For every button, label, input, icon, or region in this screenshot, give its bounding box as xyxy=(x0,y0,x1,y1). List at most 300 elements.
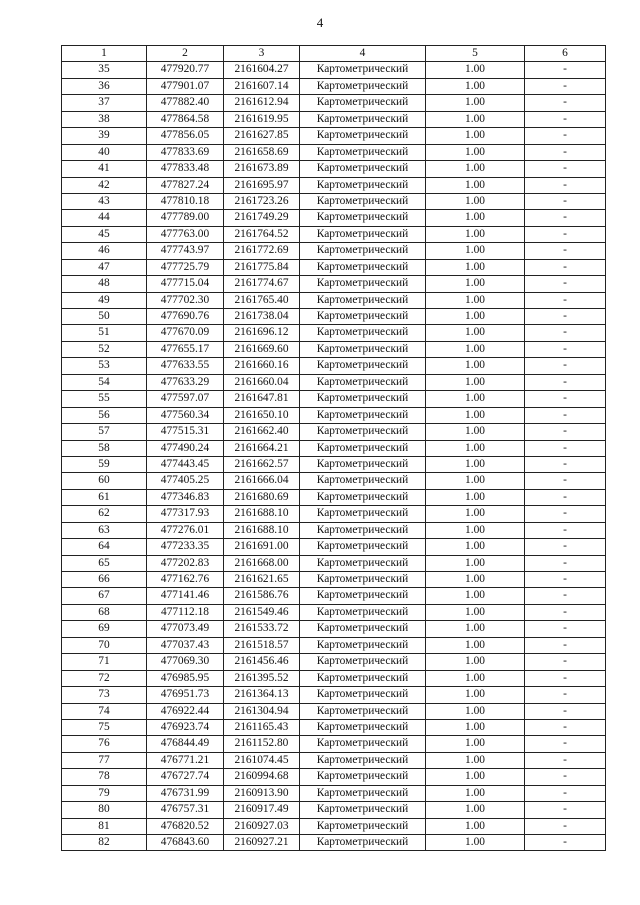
y-coordinate-cell: 2160917.49 xyxy=(224,802,300,818)
x-coordinate-cell: 477833.69 xyxy=(147,144,224,160)
point-number-cell: 71 xyxy=(62,654,147,670)
y-coordinate-cell: 2161658.69 xyxy=(224,144,300,160)
point-number-cell: 40 xyxy=(62,144,147,160)
note-cell: - xyxy=(525,687,606,703)
point-number-cell: 46 xyxy=(62,243,147,259)
table-row xyxy=(62,654,606,670)
accuracy-cell: 1.00 xyxy=(426,111,525,127)
y-coordinate-cell: 2161695.97 xyxy=(224,177,300,193)
method-cell: Картометрический xyxy=(300,572,426,588)
note-cell: - xyxy=(525,341,606,357)
x-coordinate-cell: 476757.31 xyxy=(147,802,224,818)
y-coordinate-cell: 2161749.29 xyxy=(224,210,300,226)
accuracy-cell: 1.00 xyxy=(426,374,525,390)
y-coordinate-cell: 2160994.68 xyxy=(224,769,300,785)
method-cell: Картометрический xyxy=(300,407,426,423)
table-row xyxy=(62,407,606,423)
y-coordinate-cell: 2161696.12 xyxy=(224,325,300,341)
point-number-cell: 41 xyxy=(62,161,147,177)
table-row xyxy=(62,621,606,637)
method-cell: Картометрический xyxy=(300,309,426,325)
method-cell: Картометрический xyxy=(300,670,426,686)
method-cell: Картометрический xyxy=(300,752,426,768)
y-coordinate-cell: 2161664.21 xyxy=(224,440,300,456)
note-cell: - xyxy=(525,818,606,834)
y-coordinate-cell: 2161586.76 xyxy=(224,588,300,604)
x-coordinate-cell: 477162.76 xyxy=(147,572,224,588)
accuracy-cell: 1.00 xyxy=(426,555,525,571)
accuracy-cell: 1.00 xyxy=(426,719,525,735)
accuracy-cell: 1.00 xyxy=(426,670,525,686)
x-coordinate-cell: 477856.05 xyxy=(147,128,224,144)
note-cell: - xyxy=(525,407,606,423)
table-row xyxy=(62,637,606,653)
point-number-cell: 35 xyxy=(62,62,147,78)
method-cell: Картометрический xyxy=(300,292,426,308)
method-cell: Картометрический xyxy=(300,111,426,127)
y-coordinate-cell: 2161668.00 xyxy=(224,555,300,571)
accuracy-cell: 1.00 xyxy=(426,835,525,851)
y-coordinate-cell: 2161518.57 xyxy=(224,637,300,653)
note-cell: - xyxy=(525,161,606,177)
note-cell: - xyxy=(525,604,606,620)
note-cell: - xyxy=(525,358,606,374)
x-coordinate-cell: 476951.73 xyxy=(147,687,224,703)
accuracy-cell: 1.00 xyxy=(426,489,525,505)
method-cell: Картометрический xyxy=(300,144,426,160)
y-coordinate-cell: 2161456.46 xyxy=(224,654,300,670)
y-coordinate-cell: 2161152.80 xyxy=(224,736,300,752)
y-coordinate-cell: 2161765.40 xyxy=(224,292,300,308)
point-number-cell: 58 xyxy=(62,440,147,456)
x-coordinate-cell: 477597.07 xyxy=(147,391,224,407)
y-coordinate-cell: 2161662.40 xyxy=(224,424,300,440)
table-row xyxy=(62,588,606,604)
accuracy-cell: 1.00 xyxy=(426,654,525,670)
y-coordinate-cell: 2161395.52 xyxy=(224,670,300,686)
accuracy-cell: 1.00 xyxy=(426,473,525,489)
table-row xyxy=(62,456,606,472)
table-body xyxy=(62,62,606,851)
method-cell: Картометрический xyxy=(300,802,426,818)
point-number-cell: 37 xyxy=(62,95,147,111)
table-row xyxy=(62,259,606,275)
note-cell: - xyxy=(525,309,606,325)
y-coordinate-cell: 2161604.27 xyxy=(224,62,300,78)
note-cell: - xyxy=(525,374,606,390)
table-row xyxy=(62,358,606,374)
y-coordinate-cell: 2161612.94 xyxy=(224,95,300,111)
note-cell: - xyxy=(525,621,606,637)
note-cell: - xyxy=(525,769,606,785)
note-cell: - xyxy=(525,736,606,752)
table-row xyxy=(62,341,606,357)
y-coordinate-cell: 2161607.14 xyxy=(224,78,300,94)
method-cell: Картометрический xyxy=(300,604,426,620)
method-cell: Картометрический xyxy=(300,769,426,785)
note-cell: - xyxy=(525,440,606,456)
point-number-cell: 55 xyxy=(62,391,147,407)
x-coordinate-cell: 477276.01 xyxy=(147,522,224,538)
point-number-cell: 74 xyxy=(62,703,147,719)
y-coordinate-cell: 2161621.65 xyxy=(224,572,300,588)
table-row xyxy=(62,62,606,78)
method-cell: Картометрический xyxy=(300,374,426,390)
table-row xyxy=(62,719,606,735)
y-coordinate-cell: 2161165.43 xyxy=(224,719,300,735)
note-cell: - xyxy=(525,62,606,78)
accuracy-cell: 1.00 xyxy=(426,210,525,226)
y-coordinate-cell: 2161662.57 xyxy=(224,456,300,472)
y-coordinate-cell: 2161691.00 xyxy=(224,539,300,555)
note-cell: - xyxy=(525,473,606,489)
accuracy-cell: 1.00 xyxy=(426,292,525,308)
point-number-cell: 36 xyxy=(62,78,147,94)
accuracy-cell: 1.00 xyxy=(426,703,525,719)
x-coordinate-cell: 477317.93 xyxy=(147,506,224,522)
note-cell: - xyxy=(525,424,606,440)
y-coordinate-cell: 2161738.04 xyxy=(224,309,300,325)
table-row xyxy=(62,226,606,242)
point-number-cell: 81 xyxy=(62,818,147,834)
method-cell: Картометрический xyxy=(300,358,426,374)
point-number-cell: 51 xyxy=(62,325,147,341)
note-cell: - xyxy=(525,177,606,193)
accuracy-cell: 1.00 xyxy=(426,78,525,94)
note-cell: - xyxy=(525,128,606,144)
table-row xyxy=(62,128,606,144)
y-coordinate-cell: 2160927.03 xyxy=(224,818,300,834)
point-number-cell: 65 xyxy=(62,555,147,571)
note-cell: - xyxy=(525,95,606,111)
accuracy-cell: 1.00 xyxy=(426,506,525,522)
note-cell: - xyxy=(525,785,606,801)
method-cell: Картометрический xyxy=(300,78,426,94)
y-coordinate-cell: 2161650.10 xyxy=(224,407,300,423)
table-row xyxy=(62,210,606,226)
note-cell: - xyxy=(525,489,606,505)
table-row xyxy=(62,604,606,620)
point-number-cell: 50 xyxy=(62,309,147,325)
method-cell: Картометрический xyxy=(300,95,426,111)
point-number-cell: 53 xyxy=(62,358,147,374)
header-row xyxy=(62,46,606,62)
x-coordinate-cell: 477901.07 xyxy=(147,78,224,94)
point-number-cell: 60 xyxy=(62,473,147,489)
y-coordinate-cell: 2161680.69 xyxy=(224,489,300,505)
note-cell: - xyxy=(525,752,606,768)
accuracy-cell: 1.00 xyxy=(426,95,525,111)
point-number-cell: 42 xyxy=(62,177,147,193)
method-cell: Картометрический xyxy=(300,161,426,177)
method-cell: Картометрический xyxy=(300,456,426,472)
accuracy-cell: 1.00 xyxy=(426,604,525,620)
y-coordinate-cell: 2161723.26 xyxy=(224,193,300,209)
note-cell: - xyxy=(525,325,606,341)
x-coordinate-cell: 477702.30 xyxy=(147,292,224,308)
x-coordinate-cell: 477515.31 xyxy=(147,424,224,440)
point-number-cell: 59 xyxy=(62,456,147,472)
note-cell: - xyxy=(525,456,606,472)
method-cell: Картометрический xyxy=(300,276,426,292)
page-number: 4 xyxy=(316,15,324,30)
table-row xyxy=(62,506,606,522)
method-cell: Картометрический xyxy=(300,325,426,341)
y-coordinate-cell: 2160913.90 xyxy=(224,785,300,801)
note-cell: - xyxy=(525,276,606,292)
table-row xyxy=(62,736,606,752)
point-number-cell: 52 xyxy=(62,341,147,357)
table-row xyxy=(62,555,606,571)
point-number-cell: 68 xyxy=(62,604,147,620)
point-number-cell: 48 xyxy=(62,276,147,292)
y-coordinate-cell: 2160927.21 xyxy=(224,835,300,851)
x-coordinate-cell: 477202.83 xyxy=(147,555,224,571)
y-coordinate-cell: 2161619.95 xyxy=(224,111,300,127)
table-row xyxy=(62,687,606,703)
table-row xyxy=(62,440,606,456)
method-cell: Картометрический xyxy=(300,555,426,571)
x-coordinate-cell: 477112.18 xyxy=(147,604,224,620)
y-coordinate-cell: 2161074.45 xyxy=(224,752,300,768)
accuracy-cell: 1.00 xyxy=(426,144,525,160)
note-cell: - xyxy=(525,670,606,686)
method-cell: Картометрический xyxy=(300,654,426,670)
accuracy-cell: 1.00 xyxy=(426,687,525,703)
point-number-cell: 80 xyxy=(62,802,147,818)
y-coordinate-cell: 2161688.10 xyxy=(224,522,300,538)
accuracy-cell: 1.00 xyxy=(426,539,525,555)
x-coordinate-cell: 476922.44 xyxy=(147,703,224,719)
note-cell: - xyxy=(525,588,606,604)
table-row xyxy=(62,522,606,538)
x-coordinate-cell: 477725.79 xyxy=(147,259,224,275)
accuracy-cell: 1.00 xyxy=(426,572,525,588)
y-coordinate-cell: 2161647.81 xyxy=(224,391,300,407)
y-coordinate-cell: 2161688.10 xyxy=(224,506,300,522)
accuracy-cell: 1.00 xyxy=(426,440,525,456)
note-cell: - xyxy=(525,719,606,735)
x-coordinate-cell: 476731.99 xyxy=(147,785,224,801)
table-row xyxy=(62,489,606,505)
accuracy-cell: 1.00 xyxy=(426,407,525,423)
method-cell: Картометрический xyxy=(300,522,426,538)
y-coordinate-cell: 2161669.60 xyxy=(224,341,300,357)
accuracy-cell: 1.00 xyxy=(426,276,525,292)
x-coordinate-cell: 477560.34 xyxy=(147,407,224,423)
method-cell: Картометрический xyxy=(300,506,426,522)
x-coordinate-cell: 477763.00 xyxy=(147,226,224,242)
table-row xyxy=(62,177,606,193)
note-cell: - xyxy=(525,78,606,94)
accuracy-cell: 1.00 xyxy=(426,341,525,357)
accuracy-cell: 1.00 xyxy=(426,325,525,341)
y-coordinate-cell: 2161764.52 xyxy=(224,226,300,242)
point-number-cell: 47 xyxy=(62,259,147,275)
point-number-cell: 67 xyxy=(62,588,147,604)
table-row xyxy=(62,95,606,111)
x-coordinate-cell: 477405.25 xyxy=(147,473,224,489)
method-cell: Картометрический xyxy=(300,424,426,440)
table-row xyxy=(62,276,606,292)
accuracy-cell: 1.00 xyxy=(426,785,525,801)
point-number-cell: 69 xyxy=(62,621,147,637)
accuracy-cell: 1.00 xyxy=(426,226,525,242)
accuracy-cell: 1.00 xyxy=(426,424,525,440)
x-coordinate-cell: 477670.09 xyxy=(147,325,224,341)
table-header xyxy=(62,46,606,62)
point-number-cell: 49 xyxy=(62,292,147,308)
y-coordinate-cell: 2161660.16 xyxy=(224,358,300,374)
accuracy-cell: 1.00 xyxy=(426,243,525,259)
y-coordinate-cell: 2161774.67 xyxy=(224,276,300,292)
accuracy-cell: 1.00 xyxy=(426,391,525,407)
point-number-cell: 43 xyxy=(62,193,147,209)
accuracy-cell: 1.00 xyxy=(426,588,525,604)
note-cell: - xyxy=(525,835,606,851)
accuracy-cell: 1.00 xyxy=(426,177,525,193)
table-row xyxy=(62,572,606,588)
table-row xyxy=(62,243,606,259)
table-row xyxy=(62,292,606,308)
y-coordinate-cell: 2161772.69 xyxy=(224,243,300,259)
x-coordinate-cell: 477715.04 xyxy=(147,276,224,292)
accuracy-cell: 1.00 xyxy=(426,637,525,653)
accuracy-cell: 1.00 xyxy=(426,752,525,768)
note-cell: - xyxy=(525,802,606,818)
y-coordinate-cell: 2161666.04 xyxy=(224,473,300,489)
point-number-cell: 39 xyxy=(62,128,147,144)
x-coordinate-cell: 477069.30 xyxy=(147,654,224,670)
note-cell: - xyxy=(525,259,606,275)
point-number-cell: 57 xyxy=(62,424,147,440)
note-cell: - xyxy=(525,193,606,209)
method-cell: Картометрический xyxy=(300,736,426,752)
note-cell: - xyxy=(525,637,606,653)
x-coordinate-cell: 477073.49 xyxy=(147,621,224,637)
method-cell: Картометрический xyxy=(300,226,426,242)
point-number-cell: 66 xyxy=(62,572,147,588)
table-row xyxy=(62,835,606,851)
note-cell: - xyxy=(525,654,606,670)
method-cell: Картометрический xyxy=(300,473,426,489)
point-number-cell: 79 xyxy=(62,785,147,801)
x-coordinate-cell: 477346.83 xyxy=(147,489,224,505)
method-cell: Картометрический xyxy=(300,588,426,604)
method-cell: Картометрический xyxy=(300,785,426,801)
method-cell: Картометрический xyxy=(300,62,426,78)
table-row xyxy=(62,309,606,325)
accuracy-cell: 1.00 xyxy=(426,259,525,275)
x-coordinate-cell: 477920.77 xyxy=(147,62,224,78)
method-cell: Картометрический xyxy=(300,177,426,193)
x-coordinate-cell: 476844.49 xyxy=(147,736,224,752)
method-cell: Картометрический xyxy=(300,835,426,851)
column-header-2: 2 xyxy=(147,46,224,62)
method-cell: Картометрический xyxy=(300,243,426,259)
method-cell: Картометрический xyxy=(300,621,426,637)
method-cell: Картометрический xyxy=(300,128,426,144)
method-cell: Картометрический xyxy=(300,193,426,209)
table-row xyxy=(62,161,606,177)
method-cell: Картометрический xyxy=(300,719,426,735)
note-cell: - xyxy=(525,144,606,160)
point-number-cell: 63 xyxy=(62,522,147,538)
x-coordinate-cell: 477633.55 xyxy=(147,358,224,374)
note-cell: - xyxy=(525,539,606,555)
x-coordinate-cell: 477789.00 xyxy=(147,210,224,226)
point-number-cell: 38 xyxy=(62,111,147,127)
table-row xyxy=(62,785,606,801)
table-row xyxy=(62,391,606,407)
table-row xyxy=(62,473,606,489)
accuracy-cell: 1.00 xyxy=(426,802,525,818)
table-row xyxy=(62,193,606,209)
x-coordinate-cell: 476985.95 xyxy=(147,670,224,686)
x-coordinate-cell: 477141.46 xyxy=(147,588,224,604)
table-row xyxy=(62,325,606,341)
table-row xyxy=(62,769,606,785)
accuracy-cell: 1.00 xyxy=(426,358,525,374)
point-number-cell: 78 xyxy=(62,769,147,785)
accuracy-cell: 1.00 xyxy=(426,769,525,785)
x-coordinate-cell: 477633.29 xyxy=(147,374,224,390)
accuracy-cell: 1.00 xyxy=(426,522,525,538)
method-cell: Картометрический xyxy=(300,210,426,226)
accuracy-cell: 1.00 xyxy=(426,621,525,637)
method-cell: Картометрический xyxy=(300,391,426,407)
point-number-cell: 54 xyxy=(62,374,147,390)
table-row xyxy=(62,703,606,719)
y-coordinate-cell: 2161775.84 xyxy=(224,259,300,275)
x-coordinate-cell: 477655.17 xyxy=(147,341,224,357)
point-number-cell: 56 xyxy=(62,407,147,423)
method-cell: Картометрический xyxy=(300,440,426,456)
x-coordinate-cell: 477833.48 xyxy=(147,161,224,177)
accuracy-cell: 1.00 xyxy=(426,456,525,472)
y-coordinate-cell: 2161673.89 xyxy=(224,161,300,177)
note-cell: - xyxy=(525,292,606,308)
x-coordinate-cell: 476727.74 xyxy=(147,769,224,785)
accuracy-cell: 1.00 xyxy=(426,62,525,78)
point-number-cell: 77 xyxy=(62,752,147,768)
table-row xyxy=(62,539,606,555)
method-cell: Картометрический xyxy=(300,539,426,555)
note-cell: - xyxy=(525,243,606,259)
table-row xyxy=(62,111,606,127)
y-coordinate-cell: 2161533.72 xyxy=(224,621,300,637)
note-cell: - xyxy=(525,572,606,588)
x-coordinate-cell: 477690.76 xyxy=(147,309,224,325)
method-cell: Картометрический xyxy=(300,818,426,834)
note-cell: - xyxy=(525,522,606,538)
accuracy-cell: 1.00 xyxy=(426,193,525,209)
column-header-4: 4 xyxy=(300,46,426,62)
note-cell: - xyxy=(525,226,606,242)
note-cell: - xyxy=(525,703,606,719)
point-number-cell: 82 xyxy=(62,835,147,851)
method-cell: Картометрический xyxy=(300,259,426,275)
accuracy-cell: 1.00 xyxy=(426,161,525,177)
x-coordinate-cell: 477882.40 xyxy=(147,95,224,111)
accuracy-cell: 1.00 xyxy=(426,309,525,325)
y-coordinate-cell: 2161364.13 xyxy=(224,687,300,703)
table-row xyxy=(62,818,606,834)
y-coordinate-cell: 2161304.94 xyxy=(224,703,300,719)
point-number-cell: 45 xyxy=(62,226,147,242)
method-cell: Картометрический xyxy=(300,703,426,719)
note-cell: - xyxy=(525,111,606,127)
